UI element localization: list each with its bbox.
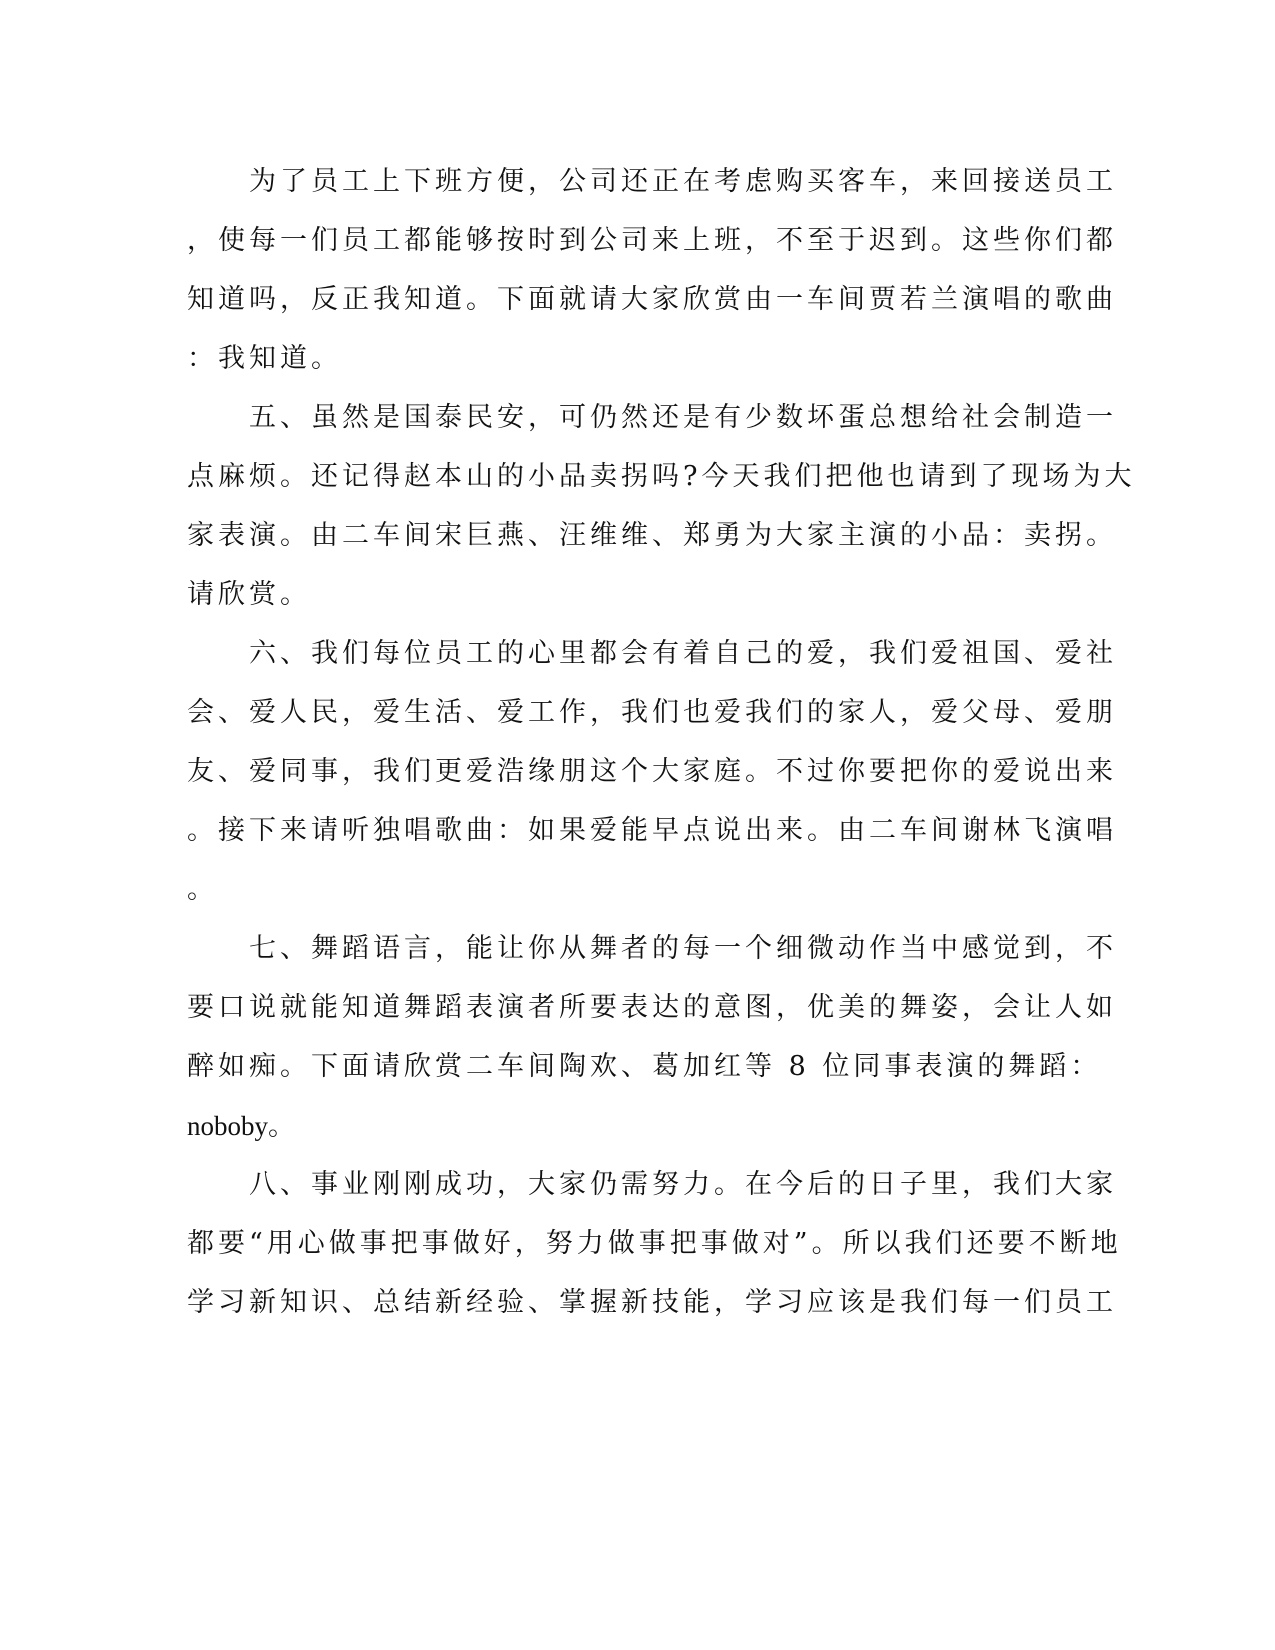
text-line: 会、爱人民，爱生活、爱工作，我们也爱我们的家人，爱父母、爱朋 (187, 697, 1117, 728)
text-line: 五、虽然是国泰民安，可仍然还是有少数坏蛋总想给社会制造一 (187, 402, 1117, 433)
text-line: 友、爱同事，我们更爱浩缘朋这个大家庭。不过你要把你的爱说出来 (187, 756, 1117, 787)
text-line: ：我知道。 (187, 343, 342, 374)
text-line: 要口说就能知道舞蹈表演者所要表达的意图，优美的舞姿，会让人如 (187, 992, 1117, 1023)
text-line: 学习新知识、总结新经验、掌握新技能，学习应该是我们每一们员工 (187, 1287, 1117, 1318)
text-line: 六、我们每位员工的心里都会有着自己的爱，我们爱祖国、爱社 (187, 638, 1117, 669)
text-line: 点麻烦。还记得赵本山的小品卖拐吗?今天我们把他也请到了现场为大 (187, 461, 1136, 492)
text-line: 七、舞蹈语言，能让你从舞者的每一个细微动作当中感觉到，不 (187, 933, 1117, 964)
text-line: 八、事业刚刚成功，大家仍需努力。在今后的日子里，我们大家 (187, 1169, 1117, 1200)
text-line: 醉如痴。下面请欣赏二车间陶欢、葛加红等 8 位同事表演的舞蹈： (187, 1051, 1102, 1082)
text-line: 请欣赏。 (187, 579, 311, 610)
text-line: 家表演。由二车间宋巨燕、汪维维、郑勇为大家主演的小品：卖拐。 (187, 520, 1117, 551)
text-line: 。 (187, 874, 218, 905)
text-line: ，使每一们员工都能够按时到公司来上班，不至于迟到。这些你们都 (187, 225, 1117, 256)
text-line: 知道吗，反正我知道。下面就请大家欣赏由一车间贾若兰演唱的歌曲 (187, 284, 1117, 315)
text-line: noboby。 (187, 1111, 295, 1141)
text-line: 为了员工上下班方便，公司还正在考虑购买客车，来回接送员工 (187, 166, 1117, 197)
text-line: 都要“用心做事把事做好，努力做事把事做对”。所以我们还要不断地 (187, 1228, 1122, 1259)
text-line: 。接下来请听独唱歌曲：如果爱能早点说出来。由二车间谢林飞演唱 (187, 815, 1117, 846)
